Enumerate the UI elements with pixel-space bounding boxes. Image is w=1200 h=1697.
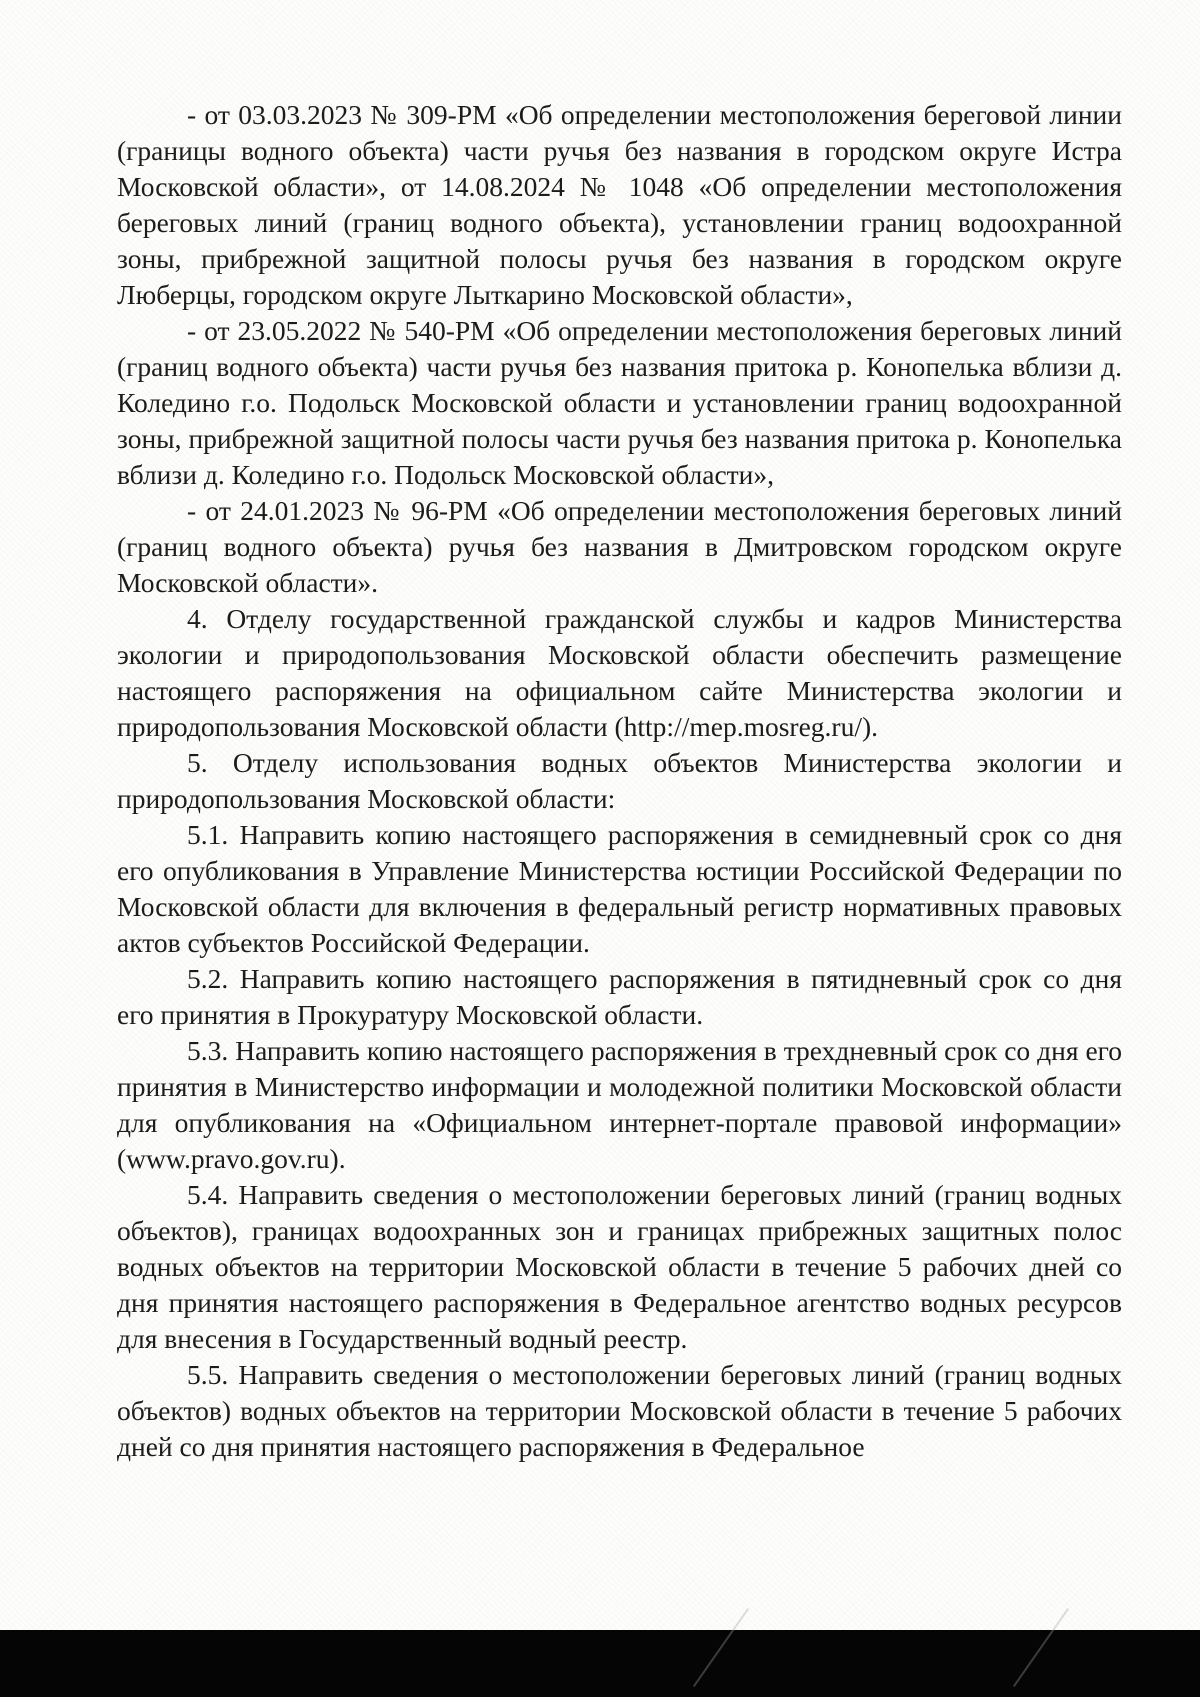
paragraph-item-5: 5. Отделу использования водных объектов Министерства экологии и природопользования Московской области:: [117, 747, 1122, 814]
paragraph-item-4: 4. Отделу государственной гражданской службы и кадров Министерства экологии и природопользования Московской области обеспечить размещение настоящего распоряжения на официальном сайте Министерства экологии и природопользования Московской области (http://mep.mosreg.ru/).: [117, 603, 1122, 742]
scan-artifact-mark: [693, 1608, 749, 1687]
document-body: [117, 97, 1122, 1465]
paragraph-list-item-309: - от 03.03.2023 № 309-РМ «Об определении местоположения береговой линии (границы водного объекта) части ручья без названия в городском округе Истра Московской области», от 14.08.2024 № 1048 «Об определении местоположения береговых линий (границ водного объекта), установлении границ водоохранной зоны, прибрежной защитной полосы ручья без названия в городском округе Люберцы, городском округе Лыткарино Московской области»,: [117, 99, 1122, 310]
scan-artifact-mark: [1013, 1608, 1069, 1687]
scan-edge-band: [0, 1630, 1200, 1697]
paragraph-item-5-1: 5.1. Направить копию настоящего распоряжения в семидневный срок со дня его опубликования в Управление Министерства юстиции Российской Федерации по Московской области для включения в федеральный регистр нормативных правовых актов субъектов Российской Федерации.: [117, 819, 1122, 958]
paragraph-list-item-96: - от 24.01.2023 № 96-РМ «Об определении местоположения береговых линий (границ водного объекта) ручья без названия в Дмитровском городском округе Московской области».: [117, 495, 1122, 598]
paragraph-item-5-2: 5.2. Направить копию настоящего распоряжения в пятидневный срок со дня его принятия в Прокуратуру Московской области.: [117, 963, 1122, 1030]
paragraph-item-5-3: 5.3. Направить копию настоящего распоряжения в трехдневный срок со дня его принятия в Министерство информации и молодежной политики Московской области для опубликования на «Официальном интернет-портале правовой информации» (www.pravo.gov.ru).: [117, 1035, 1122, 1174]
paragraph-list-item-540: - от 23.05.2022 № 540-РМ «Об определении местоположения береговых линий (границ водного объекта) части ручья без названия притока р. Конопелька вблизи д. Коледино г.о. Подольск Московской области и установлении границ водоохранной зоны, прибрежной защитной полосы части ручья без названия притока р. Конопелька вблизи д. Коледино г.о. Подольск Московской области»,: [117, 315, 1122, 490]
paragraph-item-5-4: 5.4. Направить сведения о местоположении береговых линий (границ водных объектов), границах водоохранных зон и границах прибрежных защитных полос водных объектов на территории Московской области в течение 5 рабочих дней со дня принятия настоящего распоряжения в Федеральное агентство водных ресурсов для внесения в Государственный водный реестр.: [117, 1179, 1122, 1354]
paragraph-item-5-5: 5.5. Направить сведения о местоположении береговых линий (границ водных объектов) водных объектов на территории Московской области в течение 5 рабочих дней со дня принятия настоящего распоряжения в Федеральное: [117, 1359, 1122, 1462]
